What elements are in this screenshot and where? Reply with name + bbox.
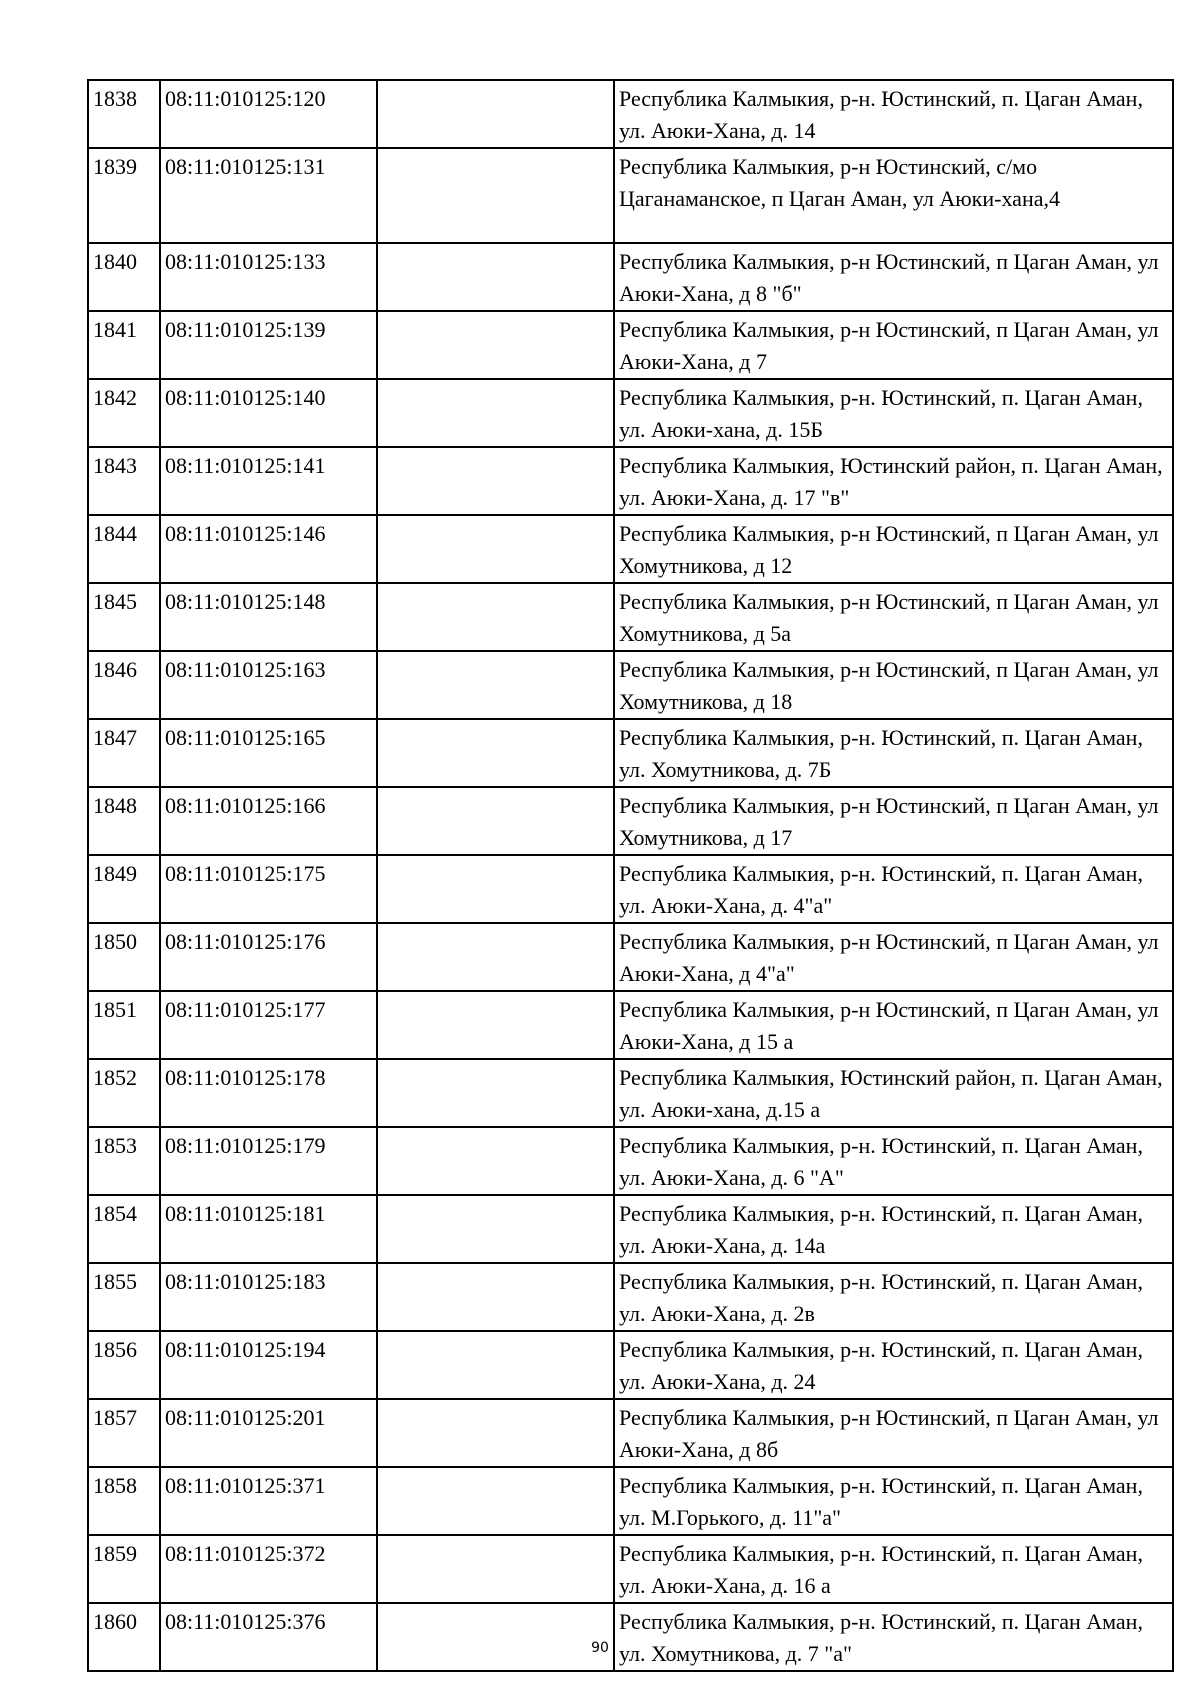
empty-cell: [377, 379, 614, 447]
table-row: [88, 515, 1173, 583]
empty-cell: [377, 1331, 614, 1399]
table-row: [88, 923, 1173, 991]
empty-cell: [377, 1535, 614, 1603]
row-number-cell: 1855: [88, 1263, 160, 1331]
page-number: 90: [591, 1640, 609, 1656]
row-number-cell: 1854: [88, 1195, 160, 1263]
empty-cell: [377, 447, 614, 515]
cadastral-number-cell: 08:11:010125:140: [160, 379, 377, 447]
row-number-cell: 1839: [88, 148, 160, 243]
empty-cell: [377, 1059, 614, 1127]
address-cell: Республика Калмыкия, р-н Юстинский, п Цаган Аман, ул Аюки-Хана, д 15 а: [614, 991, 1173, 1059]
empty-cell: [377, 515, 614, 583]
row-number-cell: 1843: [88, 447, 160, 515]
cadastral-number-cell: 08:11:010125:183: [160, 1263, 377, 1331]
table-row: [88, 1263, 1173, 1331]
empty-cell: [377, 148, 614, 243]
row-number-cell: 1850: [88, 923, 160, 991]
address-cell: Республика Калмыкия, р-н Юстинский, п Цаган Аман, ул Хомутникова, д 5а: [614, 583, 1173, 651]
cadastral-number-cell: 08:11:010125:177: [160, 991, 377, 1059]
empty-cell: [377, 991, 614, 1059]
row-number-cell: 1838: [88, 80, 160, 148]
row-number-cell: 1840: [88, 243, 160, 311]
row-number-cell: 1851: [88, 991, 160, 1059]
row-number-cell: 1859: [88, 1535, 160, 1603]
table-row: [88, 991, 1173, 1059]
table-row: [88, 1127, 1173, 1195]
cadastral-number-cell: 08:11:010125:201: [160, 1399, 377, 1467]
cadastral-number-cell: 08:11:010125:181: [160, 1195, 377, 1263]
row-number-cell: 1856: [88, 1331, 160, 1399]
empty-cell: [377, 311, 614, 379]
cadastral-number-cell: 08:11:010125:141: [160, 447, 377, 515]
table-row: [88, 787, 1173, 855]
address-cell: Республика Калмыкия, р-н Юстинский, п Цаган Аман, ул Хомутникова, д 12: [614, 515, 1173, 583]
row-number-cell: 1847: [88, 719, 160, 787]
address-cell: Республика Калмыкия, р-н. Юстинский, п. Цаган Аман, ул. Аюки-Хана, д. 14: [614, 80, 1173, 148]
empty-cell: [377, 80, 614, 148]
cadastral-number-cell: 08:11:010125:376: [160, 1603, 377, 1671]
row-number-cell: 1841: [88, 311, 160, 379]
table-row: [88, 1059, 1173, 1127]
empty-cell: [377, 1263, 614, 1331]
row-number-cell: 1857: [88, 1399, 160, 1467]
empty-cell: [377, 855, 614, 923]
cadastral-number-cell: 08:11:010125:194: [160, 1331, 377, 1399]
row-number-cell: 1842: [88, 379, 160, 447]
row-number-cell: 1845: [88, 583, 160, 651]
row-number-cell: 1858: [88, 1467, 160, 1535]
table-row: [88, 80, 1173, 148]
row-number-cell: 1849: [88, 855, 160, 923]
table-row: [88, 1467, 1173, 1535]
row-number-cell: 1846: [88, 651, 160, 719]
cadastral-number-cell: 08:11:010125:120: [160, 80, 377, 148]
address-cell: Республика Калмыкия, р-н Юстинский, с/мо Цаганаманское, п Цаган Аман, ул Аюки-хана,4: [614, 148, 1173, 243]
cadastral-number-cell: 08:11:010125:175: [160, 855, 377, 923]
address-cell: Республика Калмыкия, р-н. Юстинский, п. Цаган Аман, ул. Аюки-Хана, д. 16 а: [614, 1535, 1173, 1603]
table-row: [88, 1331, 1173, 1399]
address-cell: Республика Калмыкия, р-н. Юстинский, п. Цаган Аман, ул. Аюки-хана, д. 15Б: [614, 379, 1173, 447]
address-cell: Республика Калмыкия, р-н. Юстинский, п. Цаган Аман, ул. Хомутникова, д. 7 "а": [614, 1603, 1173, 1671]
table-row: [88, 855, 1173, 923]
row-number-cell: 1853: [88, 1127, 160, 1195]
address-cell: Республика Калмыкия, р-н Юстинский, п Цаган Аман, ул Аюки-Хана, д 8 "б": [614, 243, 1173, 311]
address-cell: Республика Калмыкия, р-н Юстинский, п Цаган Аман, ул Хомутникова, д 17: [614, 787, 1173, 855]
empty-cell: [377, 1195, 614, 1263]
cadastral-number-cell: 08:11:010125:163: [160, 651, 377, 719]
row-number-cell: 1860: [88, 1603, 160, 1671]
cadastral-number-cell: 08:11:010125:371: [160, 1467, 377, 1535]
table-row: [88, 311, 1173, 379]
table-row: [88, 583, 1173, 651]
cadastral-number-cell: 08:11:010125:372: [160, 1535, 377, 1603]
address-cell: Республика Калмыкия, р-н. Юстинский, п. Цаган Аман, ул. Аюки-Хана, д. 6 "А": [614, 1127, 1173, 1195]
address-cell: Республика Калмыкия, р-н. Юстинский, п. Цаган Аман, ул. Аюки-Хана, д. 2в: [614, 1263, 1173, 1331]
address-cell: Республика Калмыкия, р-н Юстинский, п Цаган Аман, ул Хомутникова, д 18: [614, 651, 1173, 719]
row-number-cell: 1852: [88, 1059, 160, 1127]
address-cell: Республика Калмыкия, р-н Юстинский, п Цаган Аман, ул Аюки-Хана, д 4"а": [614, 923, 1173, 991]
empty-cell: [377, 1127, 614, 1195]
table-row: [88, 1603, 1173, 1671]
empty-cell: [377, 651, 614, 719]
table-row: [88, 1535, 1173, 1603]
empty-cell: [377, 243, 614, 311]
registry-table-body: [88, 80, 1173, 1671]
empty-cell: [377, 787, 614, 855]
empty-cell: [377, 583, 614, 651]
address-cell: Республика Калмыкия, р-н. Юстинский, п. Цаган Аман, ул. Аюки-Хана, д. 4"а": [614, 855, 1173, 923]
address-cell: Республика Калмыкия, р-н. Юстинский, п. Цаган Аман, ул. Аюки-Хана, д. 14а: [614, 1195, 1173, 1263]
cadastral-number-cell: 08:11:010125:133: [160, 243, 377, 311]
empty-cell: [377, 1467, 614, 1535]
cadastral-number-cell: 08:11:010125:178: [160, 1059, 377, 1127]
table-row: [88, 379, 1173, 447]
row-number-cell: 1844: [88, 515, 160, 583]
empty-cell: [377, 719, 614, 787]
cadastral-number-cell: 08:11:010125:148: [160, 583, 377, 651]
row-number-cell: 1848: [88, 787, 160, 855]
property-registry-table: [87, 79, 1174, 1672]
address-cell: Республика Калмыкия, р-н. Юстинский, п. Цаган Аман, ул. Хомутникова, д. 7Б: [614, 719, 1173, 787]
table-row: [88, 447, 1173, 515]
cadastral-number-cell: 08:11:010125:139: [160, 311, 377, 379]
address-cell: Республика Калмыкия, р-н. Юстинский, п. Цаган Аман, ул. Аюки-Хана, д. 24: [614, 1331, 1173, 1399]
address-cell: Республика Калмыкия, р-н Юстинский, п Цаган Аман, ул Аюки-Хана, д 8б: [614, 1399, 1173, 1467]
cadastral-number-cell: 08:11:010125:165: [160, 719, 377, 787]
cadastral-number-cell: 08:11:010125:166: [160, 787, 377, 855]
address-cell: Республика Калмыкия, Юстинский район, п. Цаган Аман, ул. Аюки-хана, д.15 а: [614, 1059, 1173, 1127]
address-cell: Республика Калмыкия, р-н. Юстинский, п. Цаган Аман, ул. М.Горького, д. 11"а": [614, 1467, 1173, 1535]
table-row: [88, 243, 1173, 311]
cadastral-number-cell: 08:11:010125:131: [160, 148, 377, 243]
cadastral-number-cell: 08:11:010125:179: [160, 1127, 377, 1195]
empty-cell: [377, 1399, 614, 1467]
address-cell: Республика Калмыкия, р-н Юстинский, п Цаган Аман, ул Аюки-Хана, д 7: [614, 311, 1173, 379]
cadastral-number-cell: 08:11:010125:176: [160, 923, 377, 991]
table-row: [88, 719, 1173, 787]
table-row: [88, 651, 1173, 719]
empty-cell: [377, 1603, 614, 1671]
cadastral-number-cell: 08:11:010125:146: [160, 515, 377, 583]
table-row: [88, 1399, 1173, 1467]
empty-cell: [377, 923, 614, 991]
table-row: [88, 1195, 1173, 1263]
table-row: [88, 148, 1173, 243]
address-cell: Республика Калмыкия, Юстинский район, п. Цаган Аман, ул. Аюки-Хана, д. 17 "в": [614, 447, 1173, 515]
